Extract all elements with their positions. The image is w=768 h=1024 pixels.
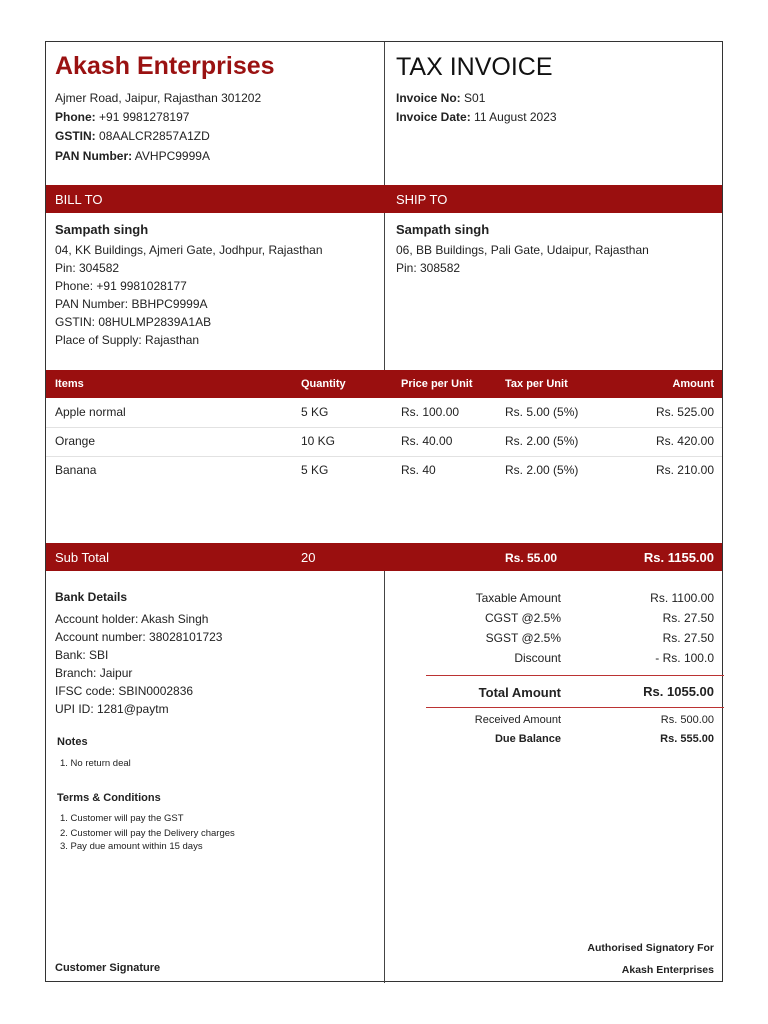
item-price: Rs. 40.00 — [401, 434, 453, 448]
item-tax: Rs. 2.00 (5%) — [505, 463, 579, 477]
bank-upi: UPI ID: 1281@paytm — [55, 702, 169, 716]
item-qty: 10 KG — [301, 434, 336, 448]
sgst-label: SGST @2.5% — [485, 631, 561, 645]
header-divider — [384, 42, 385, 185]
discount-value: - Rs. 100.0 — [655, 651, 714, 665]
total-value: Rs. 1055.00 — [643, 684, 714, 699]
item-amount: Rs. 420.00 — [655, 434, 714, 448]
subtotal-band — [46, 543, 722, 571]
col-quantity: Quantity — [301, 378, 346, 390]
bill-to-pan-value: BBHPC9999A — [131, 297, 208, 311]
invoice-date-value: 11 August 2023 — [474, 110, 557, 124]
invoice-date — [396, 110, 557, 124]
item-tax: Rs. 2.00 (5%) — [505, 434, 579, 448]
bank-branch: Branch: Jaipur — [55, 666, 133, 680]
invoice-number-value: S01 — [464, 91, 486, 105]
authorised-company: Akash Enterprises — [621, 964, 714, 976]
received-value: Rs. 500.00 — [660, 714, 714, 726]
discount-label: Discount — [514, 651, 561, 665]
items-header — [46, 370, 722, 398]
subtotal-qty: 20 — [301, 550, 316, 565]
seller-gstin-label: GSTIN: — [55, 129, 96, 143]
footer-divider — [384, 571, 385, 983]
place-of-supply: Place of Supply: Rajasthan — [55, 333, 200, 347]
address-band — [46, 185, 722, 213]
bill-to-gstin-value: 08HULMP2839A1AB — [98, 315, 212, 329]
bill-to-phone — [55, 279, 187, 293]
bank-heading: Bank Details — [55, 590, 128, 604]
item-qty: 5 KG — [301, 405, 329, 419]
bill-to-phone-value: +91 9981028177 — [96, 279, 187, 293]
item-price: Rs. 100.00 — [401, 405, 460, 419]
bill-to-pin: Pin: 304582 — [55, 261, 120, 275]
terms-item: 2. Customer will pay the Delivery charges — [60, 828, 235, 839]
total-rule-bottom — [426, 707, 724, 708]
customer-signature: Customer Signature — [55, 962, 161, 974]
bill-to-name: Sampath singh — [55, 222, 149, 237]
item-tax: Rs. 5.00 (5%) — [505, 405, 579, 419]
item-amount: Rs. 210.00 — [655, 463, 714, 477]
col-price: Price per Unit — [401, 378, 473, 390]
terms-item: 1. Customer will pay the GST — [60, 813, 184, 824]
invoice-number-label: Invoice No: — [396, 91, 461, 105]
seller-pan-label: PAN Number: — [55, 149, 133, 163]
bill-to-pan — [55, 297, 208, 311]
item-qty: 5 KG — [301, 463, 329, 477]
ship-to-heading: SHIP TO — [396, 192, 448, 207]
bank-ifsc: IFSC code: SBIN0002836 — [55, 684, 194, 698]
ship-to-pin: Pin: 308582 — [396, 261, 461, 275]
notes-heading: Notes — [57, 736, 88, 748]
seller-name: Akash Enterprises — [55, 52, 275, 80]
terms-heading: Terms & Conditions — [57, 792, 161, 804]
seller-phone — [55, 110, 189, 124]
col-amount: Amount — [672, 378, 714, 390]
item-name: Orange — [55, 434, 96, 448]
item-amount: Rs. 525.00 — [655, 405, 714, 419]
subtotal-tax: Rs. 55.00 — [505, 551, 558, 565]
invoice-number — [396, 91, 485, 105]
bill-to-gstin — [55, 315, 211, 329]
seller-gstin-value: 08AALCR2857A1ZD — [99, 129, 210, 143]
cgst-value: Rs. 27.50 — [662, 611, 714, 625]
item-name: Apple normal — [55, 405, 126, 419]
bill-to-gstin-label: GSTIN: — [55, 315, 96, 329]
invoice-sheet — [45, 41, 723, 982]
bank-name: Bank: SBI — [55, 648, 109, 662]
authorised-signatory: Authorised Signatory For — [587, 942, 714, 954]
taxable-value: Rs. 1100.00 — [650, 591, 714, 605]
bank-account: Account number: 38028101723 — [55, 630, 223, 644]
invoice-date-label: Invoice Date: — [396, 110, 471, 124]
seller-gstin — [55, 129, 210, 143]
table-row — [46, 427, 722, 457]
bill-to-phone-label: Phone: — [55, 279, 94, 293]
seller-phone-label: Phone: — [55, 110, 96, 124]
invoice-title: TAX INVOICE — [396, 53, 553, 81]
sgst-value: Rs. 27.50 — [662, 631, 714, 645]
subtotal-amount: Rs. 1155.00 — [643, 550, 714, 565]
table-row — [46, 398, 722, 428]
item-name: Banana — [55, 463, 97, 477]
bank-holder: Account holder: Akash Singh — [55, 612, 209, 626]
cgst-label: CGST @2.5% — [485, 611, 561, 625]
total-rule-top — [426, 675, 724, 676]
ship-to-address: 06, BB Buildings, Pali Gate, Udaipur, Rajasthan — [396, 243, 649, 257]
subtotal-label: Sub Total — [55, 550, 109, 565]
due-value: Rs. 555.00 — [660, 733, 714, 745]
item-price: Rs. 40 — [401, 463, 436, 477]
address-divider — [384, 213, 385, 370]
received-label: Received Amount — [474, 714, 561, 726]
terms-item: 3. Pay due amount within 15 days — [60, 841, 203, 852]
seller-phone-value: +91 9981278197 — [99, 110, 190, 124]
bill-to-address: 04, KK Buildings, Ajmeri Gate, Jodhpur, Rajasthan — [55, 243, 323, 257]
col-items: Items — [55, 378, 84, 390]
seller-pan — [55, 149, 210, 163]
taxable-label: Taxable Amount — [475, 591, 561, 605]
bill-to-pan-label: PAN Number: — [55, 297, 129, 311]
total-label: Total Amount — [478, 685, 561, 700]
ship-to-name: Sampath singh — [396, 222, 490, 237]
seller-address: Ajmer Road, Jaipur, Rajasthan 301202 — [55, 91, 262, 105]
seller-pan-value: AVHPC9999A — [134, 149, 210, 163]
col-tax: Tax per Unit — [505, 378, 568, 390]
due-label: Due Balance — [494, 733, 561, 745]
table-row — [46, 456, 722, 485]
notes-item: 1. No return deal — [60, 758, 131, 769]
bill-to-heading: BILL TO — [55, 192, 103, 207]
